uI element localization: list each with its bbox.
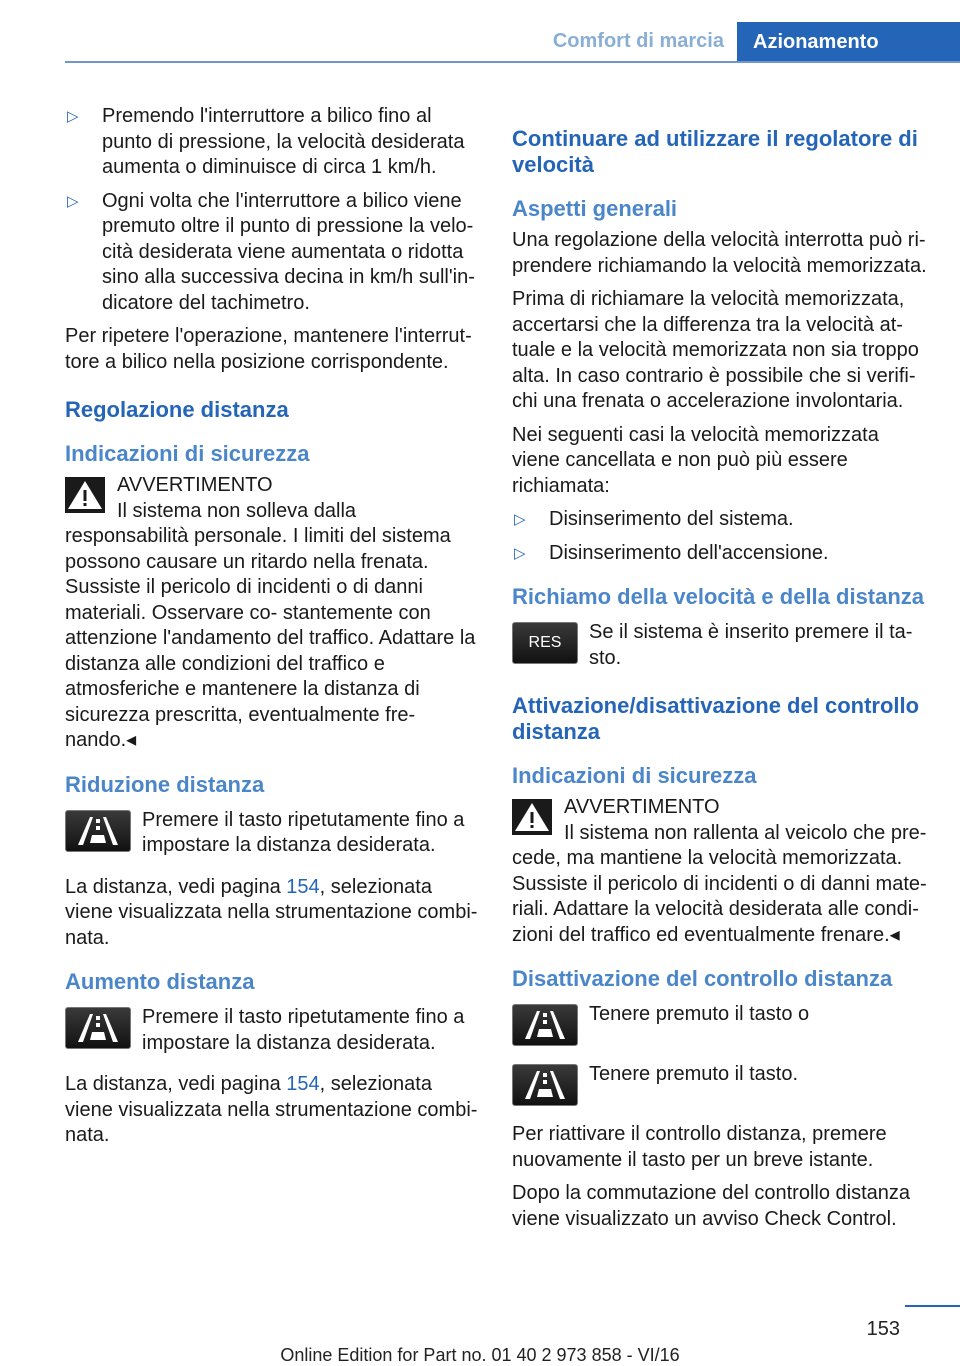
res-button[interactable] (512, 622, 578, 664)
distance-button[interactable] (512, 1064, 578, 1106)
paragraph: Per riattivare il controllo distanza, premere nuovamente il tasto per un breve istante. (512, 1123, 887, 1171)
tab-azionamento[interactable]: Azionamento (737, 22, 960, 63)
warning-icon (512, 799, 552, 835)
triangle-bullet-icon: ▷ (67, 192, 79, 210)
warning-icon (65, 477, 105, 513)
distance-icon (522, 1069, 568, 1101)
paragraph-repeat: Per ripetere l'operazione, mantenere l'interrut‐ tore a bilico nella posizione corrispondente. (65, 325, 472, 373)
heading-sicurezza: Indicazioni di sicurezza (65, 441, 310, 466)
aumento-row (65, 1005, 480, 1056)
riduzione-instruction: Premere il tasto ripetutamente fino a impostare la distanza desiderata. (142, 808, 465, 856)
list-item-text: Disinserimento del sistema. (549, 508, 794, 530)
footer-rule (905, 1305, 960, 1307)
page-link[interactable]: 154 (286, 1073, 320, 1095)
warning-block (65, 473, 480, 754)
right-column (512, 104, 932, 1240)
riduzione-row (65, 808, 480, 859)
distance-button[interactable] (65, 1007, 131, 1049)
page-link[interactable]: 154 (286, 875, 320, 898)
list-item-text: Premendo l'interruttore a bilico fino al punto di pressione, la velocità desiderata aumenta o diminuisce di circa 1 km/h. (102, 105, 465, 178)
warning-text: Il sistema non rallenta al veicolo che pre‐ cede, ma mantiene la velocità memorizzata. Sussiste il pericolo di incidenti o di danni mate‐ riali. Adattare la velocità desiderata alle condi‐ zioni del traffico ed eventualmente frenare.◂ (512, 821, 927, 946)
paragraph: Una regolazione della velocità interrotta può ri‐ prendere richiamando la velocità memorizzata. (512, 229, 927, 277)
paragraph: Dopo la commutazione del controllo distanza viene visualizzato un avviso Check Control. (512, 1182, 910, 1230)
disattivazione-row-2 (512, 1062, 932, 1106)
aumento-paragraph: La distanza, vedi pagina 154, selezionata viene visualizzata nella strumentazione combi‐ nata. (65, 1073, 478, 1146)
tenere-instruction-1: Tenere premuto il tasto o (589, 1003, 810, 1025)
riduzione-paragraph: La distanza, vedi pagina 154, selezionata viene visualizzata nella strumentazione combi‐ nata. (65, 875, 478, 949)
warning-block (512, 795, 932, 948)
heading-riduzione: Riduzione distanza (65, 771, 265, 797)
heading-aumento: Aumento distanza (65, 969, 255, 994)
warning-text: Il sistema non solleva dalla responsabilità personale. I limiti del sistema possono causare un ritardo nella frenata. Sussiste il pericolo di incidenti o di danni materiali. Osservare co‐ stantemente con attenzione l'andamento del traffico. Adattare la distanza alle condizioni del traffico e atmosferiche e mantenere la distanza di sicurezza prescritta, eventualmente fre‐ nando.◂ (65, 499, 476, 751)
list-item (65, 189, 480, 317)
heading-regolazione: Regolazione distanza (65, 397, 289, 422)
page-number: 153 (866, 1318, 900, 1340)
distance-button[interactable] (65, 810, 131, 852)
edition-line: Online Edition for Part no. 01 40 2 973 858 - VI/16 (280, 1345, 680, 1365)
list-item-text: Ogni volta che l'interruttore a bilico viene premuto oltre il punto di pressione la velo‐ cità desiderata viene aumentata o ridotta sino alla successiva decina in km/h sull'in‐ dicatore del tachimetro. (102, 189, 475, 314)
triangle-bullet-icon: ▷ (67, 108, 79, 125)
list-item (65, 104, 480, 181)
distance-icon (75, 1012, 121, 1044)
heading-sicurezza-right: Indicazioni di sicurezza (512, 763, 757, 788)
disattivazione-row-1 (512, 1002, 932, 1046)
heading-continuare: Continuare ad utilizzare il regolatore di velocità (512, 126, 918, 177)
section-title: Comfort di marcia (552, 30, 724, 52)
triangle-bullet-icon: ▷ (514, 511, 526, 528)
richiamo-instruction: Se il sistema è inserito premere il ta‐ sto. (589, 621, 913, 669)
heading-attivazione: Attivazione/disattivazione del controllo distanza (512, 693, 920, 744)
distance-button[interactable] (512, 1004, 578, 1046)
paragraph: Prima di richiamare la velocità memorizzata, accertarsi che la differenza tra la velocità at‐ tuale e la velocità memorizzata non sia troppo alta. In caso contrario è possibile che si verifi‐ chi una frenata o accelerazione involontaria. (512, 288, 919, 412)
res-label: RES (528, 634, 562, 652)
heading-aspetti: Aspetti generali (512, 196, 678, 221)
warning-title: AVVERTIMENTO (117, 474, 273, 496)
heading-richiamo: Richiamo della velocità e della distanza (512, 584, 925, 609)
list-item (512, 541, 932, 567)
triangle-bullet-icon: ▷ (514, 544, 526, 562)
warning-title: AVVERTIMENTO (564, 796, 720, 818)
list-item (512, 507, 932, 533)
left-column (65, 104, 480, 1157)
richiamo-row (512, 620, 932, 671)
distance-icon (75, 815, 121, 847)
aumento-instruction: Premere il tasto ripetutamente fino a impostare la distanza desiderata. (142, 1006, 465, 1054)
paragraph: Nei seguenti casi la velocità memorizzata viene cancellata e non può più essere richiamata: (512, 423, 879, 497)
heading-disattivazione: Disattivazione del controllo distanza (512, 966, 893, 991)
distance-icon (522, 1009, 568, 1041)
header-rule (65, 61, 960, 63)
tenere-instruction-2: Tenere premuto il tasto. (589, 1063, 798, 1085)
list-item-text: Disinserimento dell'accensione. (549, 541, 829, 564)
